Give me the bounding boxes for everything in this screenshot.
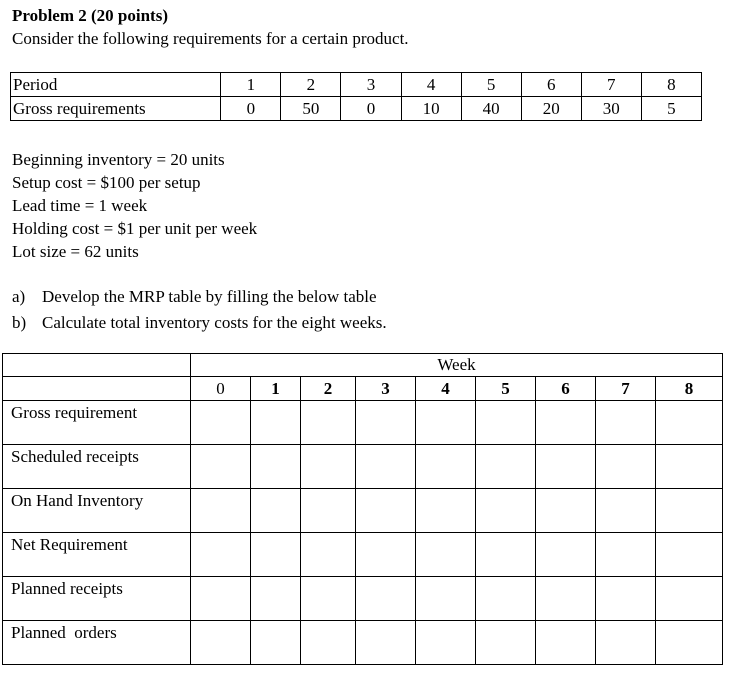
mrp-cell[interactable] — [251, 533, 301, 577]
mrp-cell[interactable] — [536, 445, 596, 489]
mrp-cell[interactable] — [476, 401, 536, 445]
mrp-cell[interactable] — [416, 621, 476, 665]
parameter-lead-time: Lead time = 1 week — [12, 196, 148, 215]
mrp-cell[interactable] — [476, 621, 536, 665]
mrp-cell[interactable] — [301, 445, 356, 489]
mrp-cell[interactable] — [301, 401, 356, 445]
mrp-cell[interactable] — [301, 621, 356, 665]
questions-list — [12, 287, 387, 339]
period-cell: 6 — [521, 73, 581, 97]
mrp-row-label: Planned receipts — [3, 577, 191, 621]
mrp-table — [2, 353, 723, 665]
week-number: 5 — [476, 377, 536, 401]
mrp-cell[interactable] — [356, 577, 416, 621]
gross-cell: 0 — [341, 97, 401, 121]
mrp-cell[interactable] — [356, 489, 416, 533]
mrp-row-on-hand-inventory — [3, 489, 723, 533]
gross-cell: 5 — [641, 97, 701, 121]
mrp-row-gross-requirement — [3, 401, 723, 445]
week-number: 3 — [356, 377, 416, 401]
mrp-cell[interactable] — [596, 621, 656, 665]
mrp-cell[interactable] — [301, 577, 356, 621]
question-a — [12, 287, 387, 313]
mrp-cell[interactable] — [191, 533, 251, 577]
mrp-cell[interactable] — [251, 401, 301, 445]
question-text: Calculate total inventory costs for the eight weeks. — [42, 313, 387, 332]
mrp-corner-cell — [3, 354, 191, 377]
period-cell: 7 — [581, 73, 641, 97]
mrp-week-number-row — [3, 377, 723, 401]
gross-cell: 30 — [581, 97, 641, 121]
week-number: 6 — [536, 377, 596, 401]
mrp-cell[interactable] — [656, 401, 723, 445]
mrp-cell[interactable] — [191, 445, 251, 489]
mrp-row-net-requirement — [3, 533, 723, 577]
mrp-cell[interactable] — [596, 533, 656, 577]
question-text: Develop the MRP table by filling the below table — [42, 287, 377, 306]
mrp-cell[interactable] — [656, 445, 723, 489]
mrp-cell[interactable] — [251, 577, 301, 621]
mrp-cell[interactable] — [251, 621, 301, 665]
gross-requirements-label: Gross requirements — [11, 97, 221, 121]
mrp-cell[interactable] — [301, 533, 356, 577]
mrp-row-label: Gross requirement — [3, 401, 191, 445]
mrp-row-planned-receipts — [3, 577, 723, 621]
mrp-cell[interactable] — [356, 533, 416, 577]
period-cell: 3 — [341, 73, 401, 97]
mrp-row-label: On Hand Inventory — [3, 489, 191, 533]
period-cell: 1 — [221, 73, 281, 97]
mrp-cell[interactable] — [356, 445, 416, 489]
question-b — [12, 313, 387, 339]
mrp-cell[interactable] — [191, 621, 251, 665]
mrp-row-planned-orders — [3, 621, 723, 665]
gross-cell: 0 — [221, 97, 281, 121]
week-number: 1 — [251, 377, 301, 401]
mrp-cell[interactable] — [536, 489, 596, 533]
parameter-holding-cost: Holding cost = $1 per unit per week — [12, 219, 258, 238]
parameter-lot-size: Lot size = 62 units — [12, 242, 139, 261]
period-cell: 4 — [401, 73, 461, 97]
mrp-cell[interactable] — [416, 401, 476, 445]
gross-cell: 20 — [521, 97, 581, 121]
parameter-beginning-inventory: Beginning inventory = 20 units — [12, 150, 225, 169]
week-number: 4 — [416, 377, 476, 401]
gross-cell: 40 — [461, 97, 521, 121]
mrp-cell[interactable] — [536, 533, 596, 577]
question-letter: b) — [12, 313, 27, 332]
mrp-corner-cell — [3, 377, 191, 401]
question-letter: a) — [12, 287, 26, 306]
mrp-cell[interactable] — [656, 621, 723, 665]
mrp-cell[interactable] — [596, 577, 656, 621]
period-label: Period — [11, 73, 221, 97]
mrp-cell[interactable] — [251, 445, 301, 489]
gross-cell: 50 — [281, 97, 341, 121]
mrp-cell[interactable] — [191, 577, 251, 621]
mrp-cell[interactable] — [596, 489, 656, 533]
mrp-row-label: Net Requirement — [3, 533, 191, 577]
gross-requirements-row — [11, 97, 702, 121]
week-number: 2 — [301, 377, 356, 401]
week-number: 8 — [656, 377, 723, 401]
mrp-cell[interactable] — [536, 621, 596, 665]
mrp-cell[interactable] — [656, 577, 723, 621]
parameter-setup-cost: Setup cost = $100 per setup — [12, 173, 201, 192]
period-cell: 2 — [281, 73, 341, 97]
mrp-cell[interactable] — [596, 445, 656, 489]
mrp-cell[interactable] — [416, 533, 476, 577]
gross-cell: 10 — [401, 97, 461, 121]
week-number: 0 — [191, 377, 251, 401]
mrp-cell[interactable] — [536, 401, 596, 445]
mrp-cell[interactable] — [656, 489, 723, 533]
mrp-cell[interactable] — [191, 489, 251, 533]
mrp-week-header-row — [3, 354, 723, 377]
mrp-cell[interactable] — [416, 577, 476, 621]
mrp-cell[interactable] — [656, 533, 723, 577]
mrp-row-scheduled-receipts — [3, 445, 723, 489]
requirements-table — [10, 72, 702, 121]
mrp-row-label: Scheduled receipts — [3, 445, 191, 489]
parameters-list — [12, 148, 257, 263]
mrp-cell[interactable] — [356, 401, 416, 445]
period-cell: 5 — [461, 73, 521, 97]
mrp-cell[interactable] — [251, 489, 301, 533]
mrp-cell[interactable] — [416, 489, 476, 533]
mrp-cell[interactable] — [191, 401, 251, 445]
mrp-cell[interactable] — [476, 533, 536, 577]
mrp-week-header: Week — [191, 354, 723, 377]
mrp-cell[interactable] — [356, 621, 416, 665]
mrp-cell[interactable] — [416, 445, 476, 489]
mrp-cell[interactable] — [476, 489, 536, 533]
mrp-cell[interactable] — [476, 445, 536, 489]
mrp-cell[interactable] — [301, 489, 356, 533]
problem-intro: Consider the following requirements for a certain product. — [12, 29, 409, 48]
mrp-cell[interactable] — [536, 577, 596, 621]
mrp-cell[interactable] — [596, 401, 656, 445]
period-row — [11, 73, 702, 97]
period-cell: 8 — [641, 73, 701, 97]
problem-title: Problem 2 (20 points) — [12, 6, 168, 25]
week-number: 7 — [596, 377, 656, 401]
mrp-row-label: Planned orders — [3, 621, 191, 665]
mrp-cell[interactable] — [476, 577, 536, 621]
